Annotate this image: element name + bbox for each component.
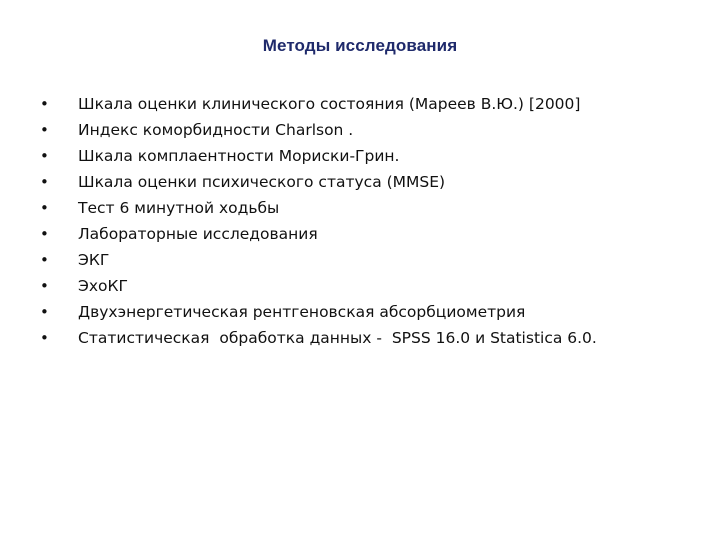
bullet-icon: •	[40, 95, 49, 113]
list-item	[40, 199, 700, 225]
list-item-text: Шкала комплаентности Мориски-Грин.	[78, 147, 400, 165]
list-item-text: Двухэнергетическая рентгеновская абсорбциометрия	[78, 303, 526, 321]
list-item-text: Индекс коморбидности Charlson .	[78, 121, 354, 139]
list-item-text: Статистическая обработка данных - SPSS 16.0 и Statistica 6.0.	[78, 329, 597, 347]
bullet-icon: •	[40, 225, 49, 243]
list-item-text: Тест 6 минутной ходьбы	[78, 199, 280, 217]
list-item	[40, 329, 700, 355]
list-item	[40, 173, 700, 199]
list-item-text: Шкала оценки психического статуса (MMSE)	[78, 173, 446, 191]
list-item	[40, 95, 700, 121]
methods-list	[40, 95, 700, 355]
list-item-text: Лабораторные исследования	[78, 225, 318, 243]
bullet-icon: •	[40, 199, 49, 217]
list-item-text: ЭхоКГ	[78, 277, 128, 295]
list-item-text: ЭКГ	[78, 251, 110, 269]
bullet-icon: •	[40, 303, 49, 321]
list-item	[40, 225, 700, 251]
list-item	[40, 251, 700, 277]
bullet-icon: •	[40, 277, 49, 295]
bullet-icon: •	[40, 173, 49, 191]
list-item	[40, 121, 700, 147]
list-item	[40, 277, 700, 303]
bullet-icon: •	[40, 251, 49, 269]
bullet-icon: •	[40, 329, 49, 347]
list-item	[40, 147, 700, 173]
list-item-text: Шкала оценки клинического состояния (Мареев В.Ю.) [2000]	[78, 95, 581, 113]
list-item	[40, 303, 700, 329]
bullet-icon: •	[40, 121, 49, 139]
slide-title: Методы исследования	[262, 36, 458, 55]
bullet-icon: •	[40, 147, 49, 165]
